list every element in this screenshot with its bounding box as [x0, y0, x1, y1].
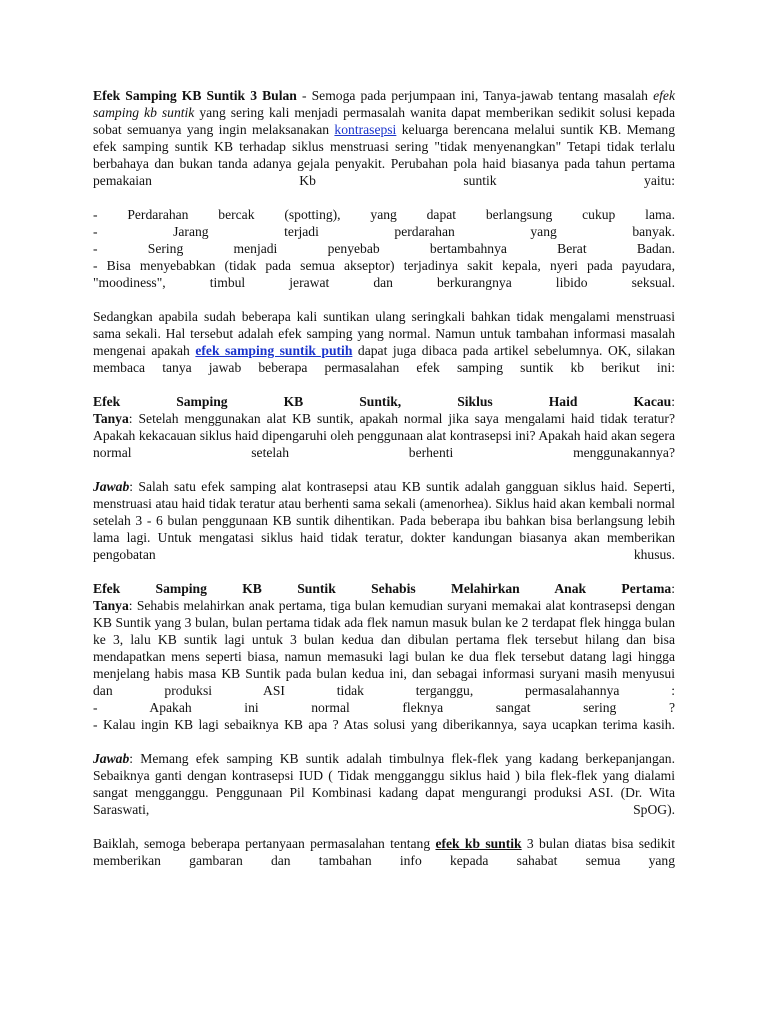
para2-text-2: dapat juga dibaca pada artikel sebelumnya. OK, silakan membaca tanya jawab beberapa permasalahan efek samping suntik kb berikut ini: [93, 343, 676, 375]
closing-text-2: 3 bulan diatas bisa sedikit memberikan gambaran dan tambahan info kepada sahabat semua yang [93, 836, 675, 868]
section2-question-1: - Apakah ini normal fleknya sangat sering ? [93, 700, 675, 715]
section1-tanya-text: : Setelah menggunakan alat KB suntik, apakah normal jika saya mengalami haid tidak teratur? Apakah kekacauan siklus haid dipengaruhi oleh penggunaan alat kontrasepsi ini? Apakah haid akan segera normal setelah berhenti menggunakannya? [93, 411, 675, 460]
section2-heading: Efek Samping KB Suntik Sehabis Melahirkan Anak Pertama [93, 581, 672, 596]
section2-tanya-label: Tanya [93, 598, 129, 613]
intro-italic-phrase: efek samping kb suntik [93, 88, 675, 120]
intro-text-2: yang sering kali menjadi permasalah wanita dapat memberikan sedikit solusi kepada sobat semuanya yang ingin melaksanakan [93, 105, 676, 137]
section2-jawab-label: Jawab [93, 751, 130, 766]
efek-kb-suntik-link[interactable]: efek kb suntik [435, 836, 522, 851]
closing-paragraph [93, 835, 675, 869]
section1-jawab-label: Jawab [93, 479, 130, 494]
kontrasepsi-link[interactable]: kontrasepsi [334, 122, 397, 137]
closing-text-1: Baiklah, semoga beberapa pertanyaan permasalahan tentang [93, 836, 436, 851]
para2-text-1: Sedangkan apabila sudah beberapa kali suntikan ulang seringkali bahkan tidak mengalami menstruasi sama sekali. Hal tersebut adalah efek samping yang normal. Namun untuk tambahan informasi masalah mengenai apakah [93, 309, 675, 358]
article-title: Efek Samping KB Suntik 3 Bulan [93, 88, 297, 103]
section2-jawab-text: : Memang efek samping KB suntik adalah timbulnya flek-flek yang kadang berkepanjangan. Sebaiknya ganti dengan kontrasepsi IUD ( Tidak mengganggu siklus haid ) bila flek-flek yang dialami sangat mengganggu. Penggunaan Pil Kombinasi kadang dapat mengurangi produksi ASI. (Dr. Wita Saraswati, SpOG). [93, 751, 675, 817]
section1-heading: Efek Samping KB Suntik, Siklus Haid Kacau [93, 394, 672, 409]
section2-question-2: - Kalau ingin KB lagi sebaiknya KB apa ? Atas solusi yang diberikannya, saya ucapkan terima kasih. [93, 717, 675, 732]
effect-item: - Perdarahan bercak (spotting), yang dapat berlangsung cukup lama. [93, 207, 675, 222]
section1-tanya-label: Tanya [93, 411, 129, 426]
section1-jawab-text: : Salah satu efek samping alat kontrasepsi atau KB suntik adalah gangguan siklus haid. Seperti, menstruasi atau haid tidak teratur atau berhenti sama sekali (amenorhea). Siklus haid akan kembali normal setelah 3 - 6 bulan penggunaan KB suntik dihentikan. Pada beberapa ibu bahkan bisa berlangsung lebih lama lagi. Untuk mengatasi siklus haid tidak teratur, dokter kandungan biasanya akan memberikan pengobatan khusus. [93, 479, 675, 562]
section2-answer [93, 750, 675, 818]
section2-tanya-text: : Sehabis melahirkan anak pertama, tiga bulan kemudian suryani memakai alat kontrasepsi dengan KB Suntik yang 3 bulan, bulan pertama tidak ada flek namun masuk bulan ke 2 terdapat flek hingga bulan ke 3, lalu KB suntik lagi untuk 3 bulan kedua dan dibulan pertama flek tersebut hilang dan bisa mendapatkan mens seperti biasa, namun memasuki lagi bulan ke dua flek tersebut datang lagi hingga menjelang habis masa KB Suntik pada bulan kedua ini, dan sebagai informasi suryani masih menyusui dan produksi ASI tidak terganggu, permasalahannya : [93, 598, 675, 698]
effect-item: - Bisa menyebabkan (tidak pada semua akseptor) terjadinya sakit kepala, nyeri pada payudara, "moodiness", timbul jerawat dan berkurangnya libido seksual. [93, 258, 675, 290]
intro-text-3: keluarga berencana melalui suntik KB. Memang efek samping suntik KB terhadap siklus menstruasi sering "tidak menyenangkan" Tetapi tidak terlalu berbahaya dan bukan tanda adanya gejala penyakit. Perubahan pola haid biasanya pada tahun pertama pemakaian Kb suntik yaitu: [93, 122, 675, 188]
article-body [93, 87, 675, 886]
effects-list [93, 206, 675, 291]
section1-question [93, 393, 675, 461]
effect-item: - Jarang terjadi perdarahan yang banyak. [93, 224, 675, 239]
intro-paragraph [93, 87, 675, 189]
section2-question [93, 580, 675, 733]
section1-answer [93, 478, 675, 563]
section1-heading-colon: : [671, 394, 675, 409]
intro-text-1: - Semoga pada perjumpaan ini, Tanya-jawab tentang masalah [296, 88, 654, 103]
efek-samping-suntik-putih-link[interactable]: efek samping suntik putih [195, 343, 353, 358]
effect-item: - Sering menjadi penyebab bertambahnya Berat Badan. [93, 241, 675, 256]
section2-heading-colon: : [671, 581, 675, 596]
second-paragraph [93, 308, 675, 376]
